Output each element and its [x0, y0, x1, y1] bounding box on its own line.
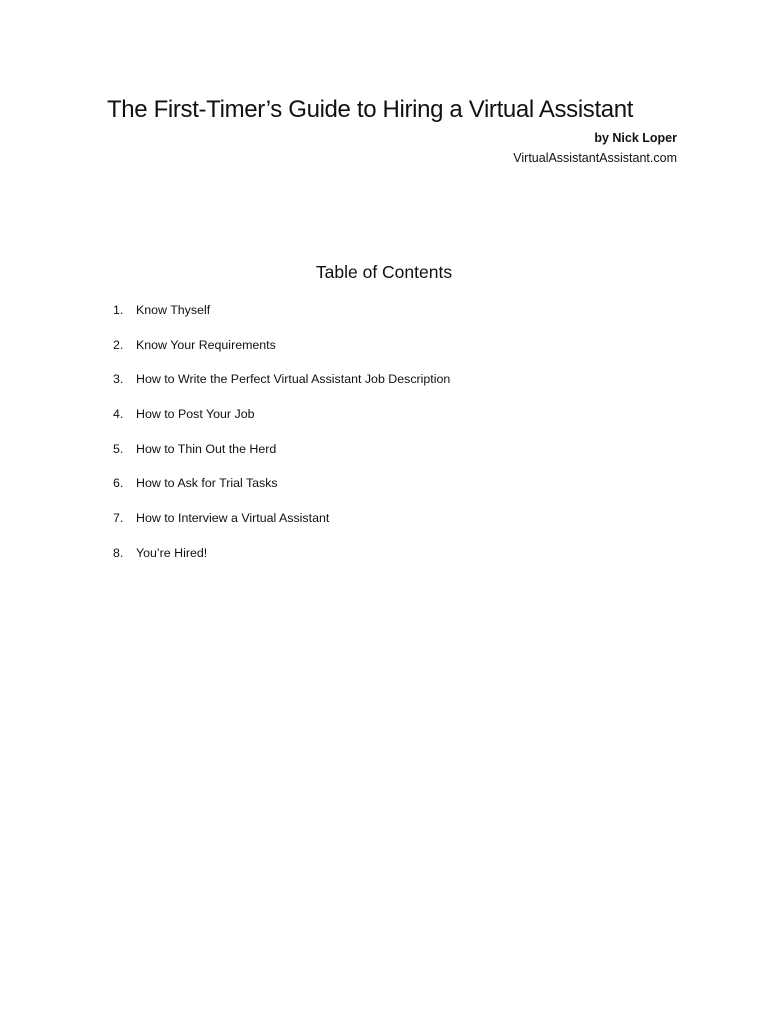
toc-heading: Table of Contents — [315, 262, 453, 282]
document-title: The First-Timer’s Guide to Hiring a Virtual Assistant — [107, 96, 634, 123]
toc-item-label: Know Your Requirements — [136, 337, 276, 352]
author-name: by Nick Loper — [594, 131, 677, 145]
toc-item — [113, 473, 450, 508]
toc-item-label: How to Thin Out the Herd — [136, 441, 277, 456]
toc-item-label: How to Interview a Virtual Assistant — [136, 511, 330, 526]
website-text: VirtualAssistantAssistant.com — [513, 151, 677, 165]
toc-list — [113, 300, 450, 578]
toc-item-number: 6. — [113, 476, 124, 491]
toc-item-number: 1. — [113, 303, 124, 317]
toc-item — [113, 404, 450, 439]
toc-item — [113, 300, 450, 335]
toc-item — [113, 508, 450, 543]
toc-item — [113, 369, 450, 404]
toc-item — [113, 335, 450, 370]
toc-item-number: 2. — [113, 337, 124, 352]
toc-item-label: You’re Hired! — [136, 545, 208, 560]
toc-item — [113, 543, 450, 578]
toc-item-label: How to Ask for Trial Tasks — [136, 476, 278, 491]
toc-item — [113, 439, 450, 474]
byline — [513, 128, 677, 168]
toc-item-number: 3. — [113, 372, 124, 387]
toc-item-number: 7. — [113, 511, 124, 526]
toc-item-label: How to Post Your Job — [136, 407, 255, 422]
toc-item-number: 5. — [113, 441, 124, 456]
toc-item-label: Know Thyself — [136, 303, 211, 317]
toc-item-number: 4. — [113, 407, 124, 422]
toc-item-label: How to Write the Perfect Virtual Assistant Job Description — [136, 372, 451, 387]
toc-item-number: 8. — [113, 545, 124, 560]
